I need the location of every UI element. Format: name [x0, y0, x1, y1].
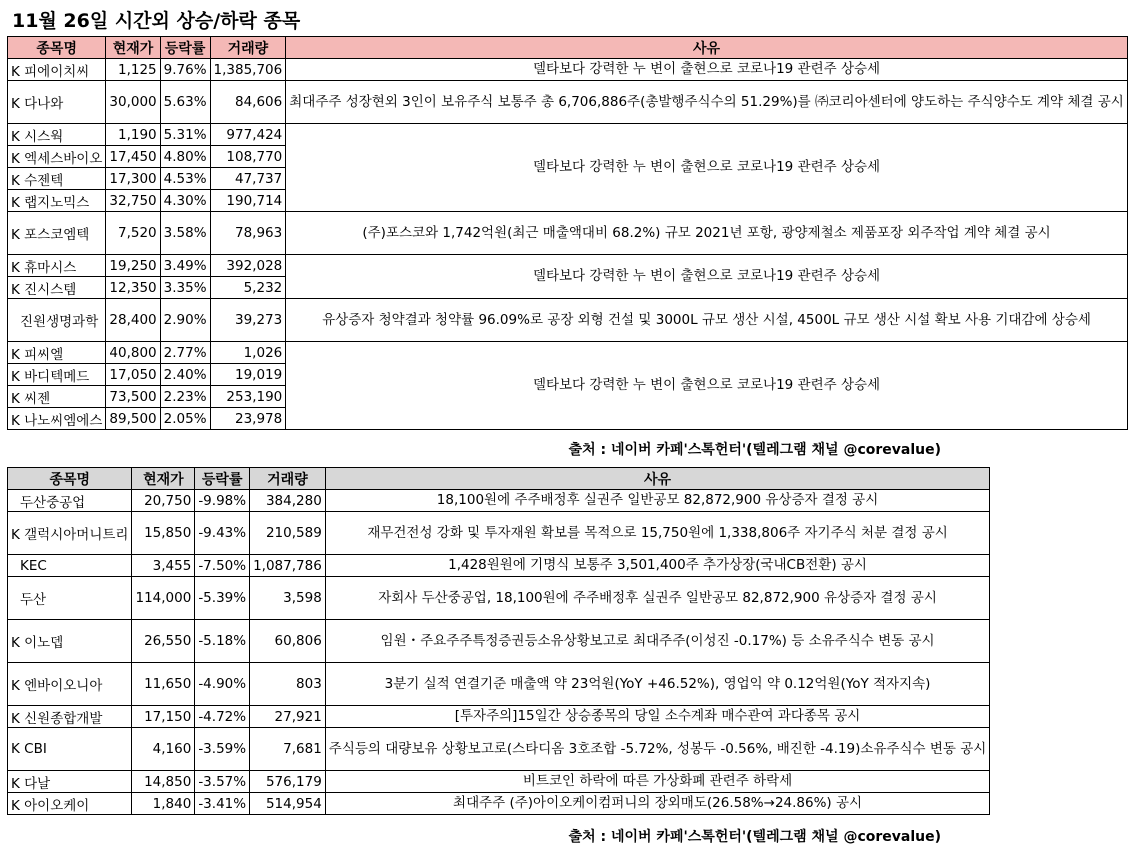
stock-reason: 재무건전성 강화 및 투자재원 확보를 목적으로 15,750원에 1,338,806주 자기주식 처분 결정 공시	[325, 512, 990, 555]
table-row	[8, 728, 990, 771]
stock-volume: 190,714	[210, 190, 286, 212]
stock-name: K CBI	[8, 728, 132, 771]
stock-volume: 7,681	[250, 728, 326, 771]
stock-volume: 3,598	[250, 577, 326, 620]
stock-name: 진원생명과학	[8, 299, 106, 342]
col-header-change: 등락률	[195, 468, 250, 490]
stock-price: 3,455	[132, 555, 195, 577]
stock-name: K 엑세스바이오	[8, 146, 106, 168]
stock-change: 2.05%	[160, 408, 210, 430]
stock-reason: 18,100원에 주주배정후 실권주 일반공모 82,872,900 유상증자 결정 공시	[325, 490, 990, 512]
table-row	[8, 577, 990, 620]
col-header-volume: 거래량	[250, 468, 326, 490]
stock-name: 두산	[8, 577, 132, 620]
stock-name: K 피씨엘	[8, 342, 106, 364]
stock-volume: 47,737	[210, 168, 286, 190]
table-row	[8, 620, 990, 663]
stock-change: -3.41%	[195, 793, 250, 815]
stock-volume: 108,770	[210, 146, 286, 168]
table-row	[8, 793, 990, 815]
stock-volume: 384,280	[250, 490, 326, 512]
table-row	[8, 59, 1128, 81]
stock-price: 17,300	[106, 168, 160, 190]
stock-price: 12,350	[106, 277, 160, 299]
table-header-row	[8, 37, 1128, 59]
stock-volume: 253,190	[210, 386, 286, 408]
stock-price: 20,750	[132, 490, 195, 512]
stock-name: K 엔바이오니아	[8, 663, 132, 706]
stock-change: 2.23%	[160, 386, 210, 408]
stock-change: -3.57%	[195, 771, 250, 793]
stock-change: 2.90%	[160, 299, 210, 342]
stock-change: 2.77%	[160, 342, 210, 364]
stock-price: 40,800	[106, 342, 160, 364]
stock-price: 4,160	[132, 728, 195, 771]
col-header-change: 등락률	[160, 37, 210, 59]
stock-volume: 5,232	[210, 277, 286, 299]
stock-name: K 아이오케이	[8, 793, 132, 815]
stock-name: K 포스코엠텍	[8, 212, 106, 255]
stock-change: 4.80%	[160, 146, 210, 168]
stock-change: -4.90%	[195, 663, 250, 706]
stock-reason: (주)포스코와 1,742억원(최근 매출액대비 68.2%) 규모 2021년 포항, 광양제철소 제품포장 외주작업 계약 체결 공시	[286, 212, 1128, 255]
stock-name: K 나노씨엠에스	[8, 408, 106, 430]
rising-stocks-table	[7, 36, 1128, 430]
stock-name: K 씨젠	[8, 386, 106, 408]
stock-price: 73,500	[106, 386, 160, 408]
col-header-reason: 사유	[325, 468, 990, 490]
stock-price: 1,190	[106, 124, 160, 146]
table-row	[8, 81, 1128, 124]
table-row	[8, 342, 1128, 364]
stock-reason: 델타보다 강력한 누 변이 출현으로 코로나19 관련주 상승세	[286, 255, 1128, 299]
col-header-name: 종목명	[8, 468, 132, 490]
stock-change: 5.63%	[160, 81, 210, 124]
col-header-volume: 거래량	[210, 37, 286, 59]
stock-volume: 78,963	[210, 212, 286, 255]
stock-name: K 피에이치씨	[8, 59, 106, 81]
stock-change: -4.72%	[195, 706, 250, 728]
stock-price: 7,520	[106, 212, 160, 255]
table-row	[8, 299, 1128, 342]
stock-volume: 576,179	[250, 771, 326, 793]
stock-price: 17,050	[106, 364, 160, 386]
stock-reason: 3분기 실적 연결기준 매출액 약 23억원(YoY +46.52%), 영업익 약 0.12억원(YoY 적자지속)	[325, 663, 990, 706]
stock-price: 32,750	[106, 190, 160, 212]
stock-change: -5.39%	[195, 577, 250, 620]
stock-volume: 392,028	[210, 255, 286, 277]
stock-price: 17,150	[132, 706, 195, 728]
stock-volume: 977,424	[210, 124, 286, 146]
stock-change: 9.76%	[160, 59, 210, 81]
stock-name: K 다날	[8, 771, 132, 793]
stock-price: 15,850	[132, 512, 195, 555]
stock-price: 28,400	[106, 299, 160, 342]
stock-name: K 휴마시스	[8, 255, 106, 277]
stock-name: K 신원종합개발	[8, 706, 132, 728]
stock-name: K 수젠텍	[8, 168, 106, 190]
stock-price: 17,450	[106, 146, 160, 168]
col-header-reason: 사유	[286, 37, 1128, 59]
stock-price: 14,850	[132, 771, 195, 793]
stock-price: 11,650	[132, 663, 195, 706]
stock-volume: 1,087,786	[250, 555, 326, 577]
stock-reason: 비트코인 하락에 따른 가상화폐 관련주 하락세	[325, 771, 990, 793]
stock-reason: 델타보다 강력한 누 변이 출현으로 코로나19 관련주 상승세	[286, 124, 1128, 212]
stock-change: -7.50%	[195, 555, 250, 577]
stock-volume: 60,806	[250, 620, 326, 663]
stock-price: 89,500	[106, 408, 160, 430]
stock-change: -9.43%	[195, 512, 250, 555]
stock-name: K 진시스템	[8, 277, 106, 299]
stock-name: K 랩지노믹스	[8, 190, 106, 212]
stock-price: 30,000	[106, 81, 160, 124]
stock-reason: 최대주주 (주)아이오케이컴퍼니의 장외매도(26.58%→24.86%) 공시	[325, 793, 990, 815]
table-row	[8, 706, 990, 728]
stock-volume: 1,385,706	[210, 59, 286, 81]
stock-name: 두산중공업	[8, 490, 132, 512]
stock-change: 3.49%	[160, 255, 210, 277]
stock-reason: 자회사 두산중공업, 18,100원에 주주배정후 실권주 일반공모 82,872,900 유상증자 결정 공시	[325, 577, 990, 620]
table-row	[8, 512, 990, 555]
stock-volume: 27,921	[250, 706, 326, 728]
stock-volume: 210,589	[250, 512, 326, 555]
stock-reason: 유상증자 청약결과 청약률 96.09%로 공장 외형 건설 및 3000L 규모 생산 시설, 4500L 규모 생산 시설 확보 사용 기대감에 상승세	[286, 299, 1128, 342]
stock-volume: 84,606	[210, 81, 286, 124]
table-row	[8, 255, 1128, 277]
table-row	[8, 490, 990, 512]
stock-change: -3.59%	[195, 728, 250, 771]
stock-name: K 다나와	[8, 81, 106, 124]
stock-volume: 1,026	[210, 342, 286, 364]
stock-volume: 23,978	[210, 408, 286, 430]
stock-reason: 최대주주 성장현외 3인이 보유주식 보통주 총 6,706,886주(총발행주식수의 51.29%)를 ㈜코리아센터에 양도하는 주식양수도 계약 체결 공시	[286, 81, 1128, 124]
page-title: 11월 26일 시간외 상승/하락 종목	[12, 10, 301, 32]
stock-reason: 델타보다 강력한 누 변이 출현으로 코로나19 관련주 상승세	[286, 342, 1128, 430]
source-credit: 출처 : 네이버 카페'스톡헌터'(텔레그램 채널 @corevalue)	[568, 829, 941, 845]
table-row	[8, 212, 1128, 255]
stock-name: K 바디텍메드	[8, 364, 106, 386]
stock-reason: [투자주의]15일간 상승종목의 당일 소수계좌 매수관여 과다종목 공시	[325, 706, 990, 728]
stock-price: 1,125	[106, 59, 160, 81]
stock-name: K 갤럭시아머니트리	[8, 512, 132, 555]
stock-volume: 514,954	[250, 793, 326, 815]
stock-change: 2.40%	[160, 364, 210, 386]
stock-name: KEC	[8, 555, 132, 577]
stock-change: 4.30%	[160, 190, 210, 212]
table-row	[8, 771, 990, 793]
stock-change: -9.98%	[195, 490, 250, 512]
stock-price: 26,550	[132, 620, 195, 663]
stock-reason: 임원・주요주주특정증권등소유상황보고로 최대주주(이성진 -0.17%) 등 소유주식수 변동 공시	[325, 620, 990, 663]
stock-change: -5.18%	[195, 620, 250, 663]
stock-reason: 1,428원원에 기명식 보통주 3,501,400주 추가상장(국내CB전환) 공시	[325, 555, 990, 577]
stock-volume: 39,273	[210, 299, 286, 342]
col-header-name: 종목명	[8, 37, 106, 59]
stock-price: 114,000	[132, 577, 195, 620]
stock-volume: 19,019	[210, 364, 286, 386]
stock-change: 3.58%	[160, 212, 210, 255]
stock-change: 5.31%	[160, 124, 210, 146]
stock-reason: 주식등의 대량보유 상황보고로(스타디옴 3호조합 -5.72%, 성봉두 -0.56%, 배진한 -4.19)소유주식수 변동 공시	[325, 728, 990, 771]
col-header-price: 현재가	[106, 37, 160, 59]
table-row	[8, 555, 990, 577]
stock-price: 1,840	[132, 793, 195, 815]
table-row	[8, 663, 990, 706]
col-header-price: 현재가	[132, 468, 195, 490]
stock-reason: 델타보다 강력한 누 변이 출현으로 코로나19 관련주 상승세	[286, 59, 1128, 81]
source-credit: 출처 : 네이버 카페'스톡헌터'(텔레그램 채널 @corevalue)	[568, 442, 941, 458]
table-header-row	[8, 468, 990, 490]
stock-name: K 이노뎁	[8, 620, 132, 663]
stock-volume: 803	[250, 663, 326, 706]
stock-change: 3.35%	[160, 277, 210, 299]
stock-change: 4.53%	[160, 168, 210, 190]
stock-price: 19,250	[106, 255, 160, 277]
table-row	[8, 124, 1128, 146]
falling-stocks-table	[7, 467, 990, 815]
stock-name: K 시스웍	[8, 124, 106, 146]
